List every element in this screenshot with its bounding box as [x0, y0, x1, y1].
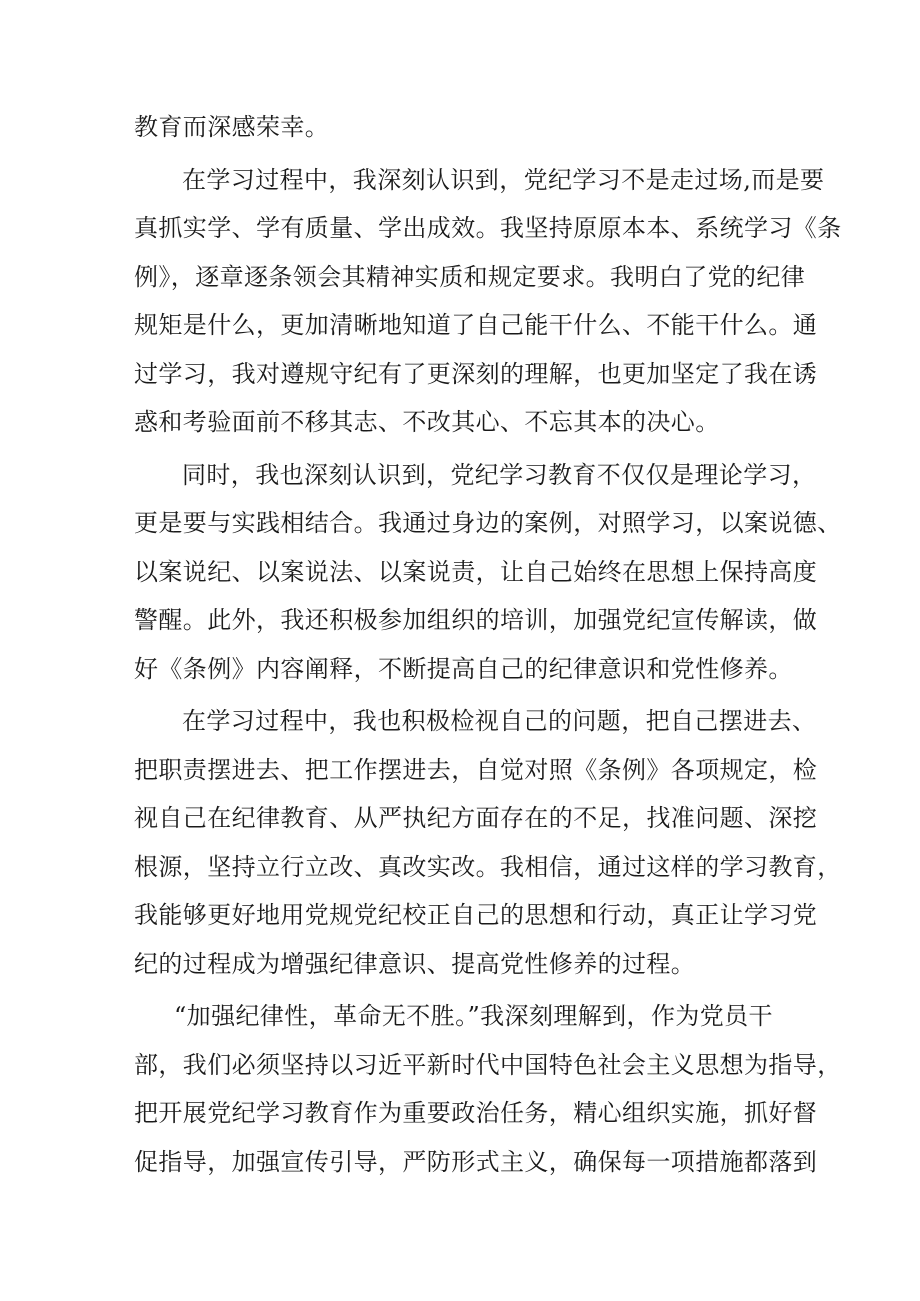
- document-body: [134, 103, 842, 1186]
- text-line: 视自己在纪律教育、从严执纪方面存在的不足，找准问题、深挖: [134, 804, 818, 832]
- text-line: 把开展党纪学习教育作为重要政治任务，精心组织实施，抓好督: [134, 1099, 818, 1127]
- text-line: 在学习过程中，我也积极检视自己的问题，把自己摆进去、: [182, 707, 817, 735]
- paragraph-3: [134, 451, 842, 694]
- text-line: “加强纪律性，革命无不胜。”我深刻理解到，作为党员干: [174, 1002, 773, 1030]
- text-line: 警醒。此外，我还积极参加组织的培训，加强党纪宣传解读，做: [134, 606, 818, 634]
- text-line: 纪的过程成为增强纪律意识、提高党性修养的过程。: [134, 949, 696, 978]
- text-line: 促指导，加强宣传引导，严防形式主义，确保每一项措施都落到: [134, 1147, 818, 1176]
- text-line: 在学习过程中，我深刻认识到，党纪学习不是走过场,而是要: [182, 165, 825, 194]
- text-line: 以案说纪、以案说法、以案说责，让自己始终在思想上保持高度: [134, 557, 818, 586]
- text-line: 规矩是什么，更加清晰地知道了自己能干什么、不能干什么。通: [134, 311, 818, 339]
- text-line: 例》，逐章逐条领会其精神实质和规定要求。我明白了党的纪律: [134, 262, 806, 291]
- text-line: 更是要与实践相结合。我通过身边的案例，对照学习，以案说德、: [134, 509, 842, 537]
- paragraph-2: [134, 156, 842, 447]
- paragraph-5: [134, 992, 842, 1186]
- text-line: 把职责摆进去、把工作摆进去，自觉对照《条例》各项规定，检: [134, 755, 818, 784]
- text-line: 教育而深感荣幸。: [134, 113, 330, 141]
- text-line: 惑和考验面前不移其志、不改其心、不忘其本的决心。: [134, 408, 720, 436]
- text-line: 根源，坚持立行立改、真改实改。我相信，通过这样的学习教育，: [134, 852, 842, 881]
- text-line: 过学习，我对遵规守纪有了更深刻的理解，也更加坚定了我在诱: [134, 359, 818, 388]
- text-line: 同时，我也深刻认识到，党纪学习教育不仅仅是理论学习，: [182, 460, 817, 489]
- paragraph-4: [134, 697, 842, 988]
- text-line: 好《条例》内容阐释，不断提高自己的纪律意识和党性修养。: [134, 654, 793, 683]
- paragraph-1: [134, 103, 786, 152]
- text-line: 真抓实学、学有质量、学出成效。我坚持原原本本、系统学习《条: [134, 214, 842, 242]
- text-line: 我能够更好地用党规党纪校正自己的思想和行动，真正让学习党: [134, 901, 818, 929]
- text-line: 部，我们必须坚持以习近平新时代中国特色社会主义思想为指导，: [134, 1050, 842, 1079]
